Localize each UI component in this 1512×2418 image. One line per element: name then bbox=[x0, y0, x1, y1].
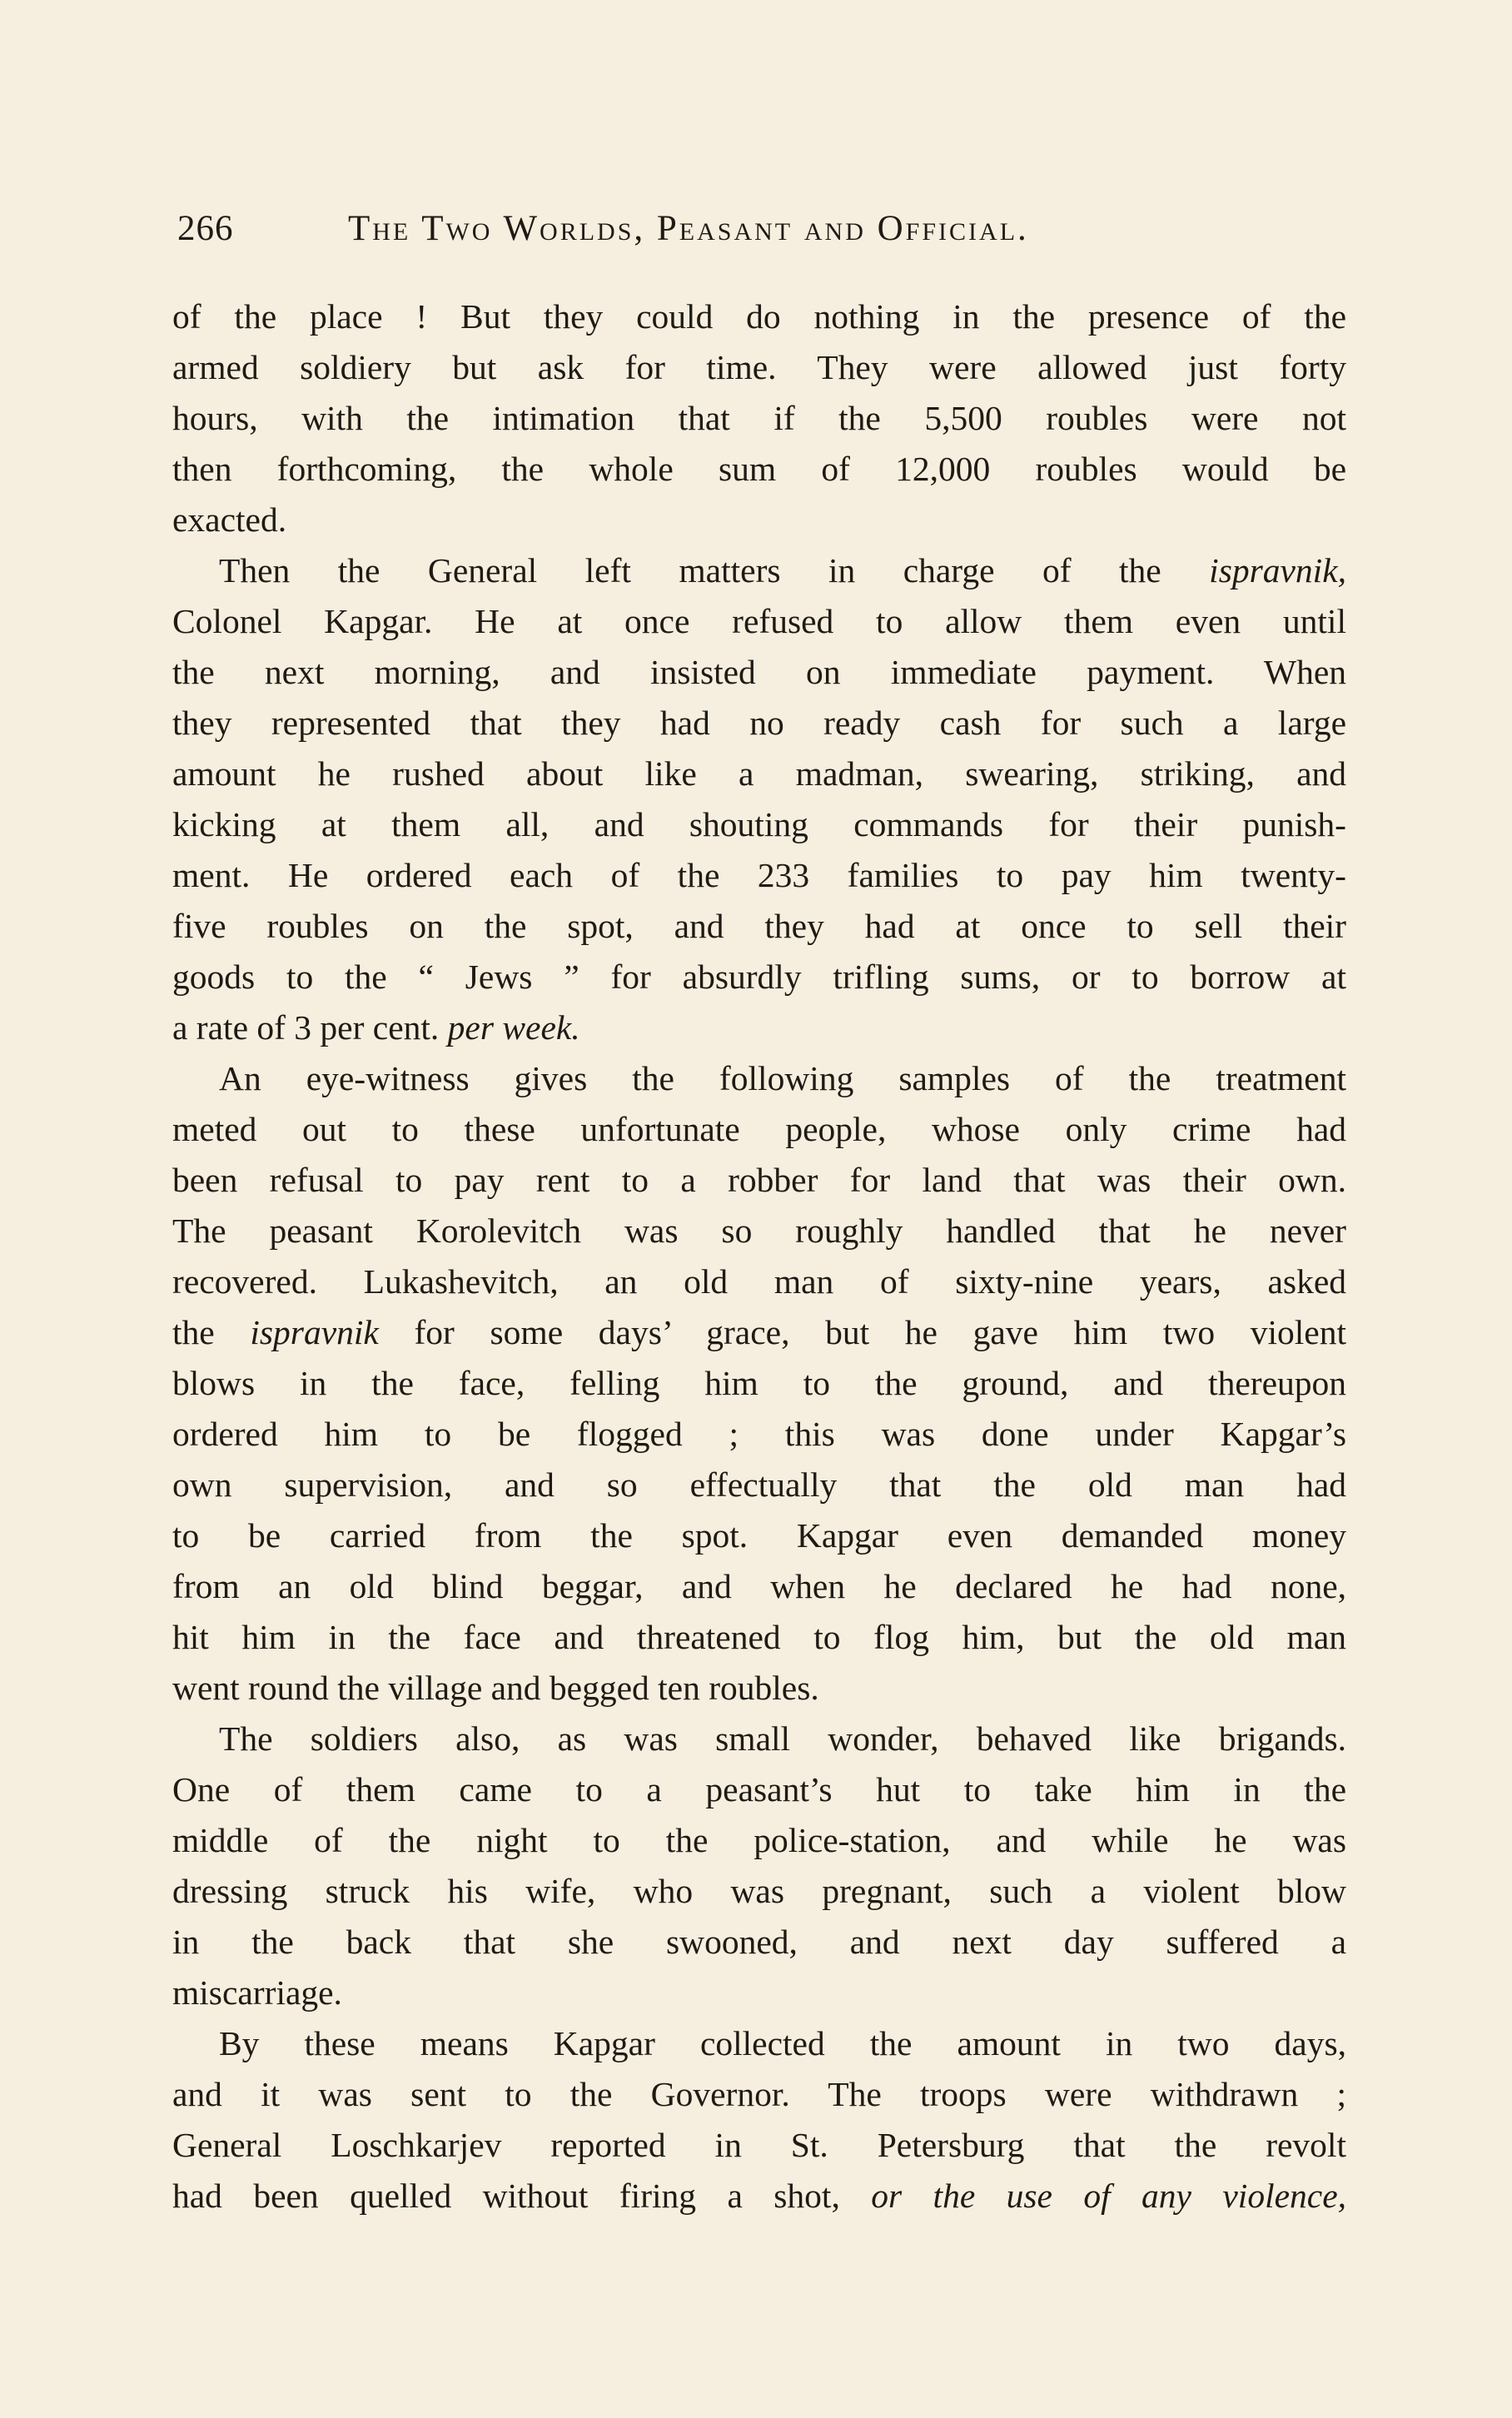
text-line: Colonel Kapgar. He at once refused to allow them even until bbox=[172, 602, 1346, 640]
text-segment: The soldiers also, as was small wonder, behaved like brigands. bbox=[219, 1719, 1346, 1758]
text-line: from an old blind beggar, and when he declared he had none, bbox=[172, 1567, 1346, 1605]
text-segment: Then the General left matters in charge of the bbox=[219, 551, 1210, 590]
text-line: they represented that they had no ready cash for such a large bbox=[172, 704, 1346, 742]
text-line: five roubles on the spot, and they had at once to sell their bbox=[172, 907, 1346, 945]
text-line: amount he rushed about like a madman, swearing, striking, and bbox=[172, 754, 1346, 793]
text-segment: the bbox=[172, 1313, 251, 1351]
text-line: meted out to these unfortunate people, whose only crime had bbox=[172, 1110, 1346, 1148]
paragraph-5 bbox=[172, 2018, 1346, 2221]
text-line: General Loschkarjev reported in St. Petersburg that the revolt bbox=[172, 2126, 1346, 2164]
text-line: ordered him to be flogged ; this was done under Kapgar’s bbox=[172, 1415, 1346, 1453]
text-line: of the place ! But they could do nothing in the presence of the bbox=[172, 297, 1346, 336]
text-line: in the back that she swooned, and next day suffered a bbox=[172, 1923, 1346, 1961]
text-line: blows in the face, felling him to the ground, and thereupon bbox=[172, 1364, 1346, 1402]
text-line bbox=[172, 1714, 1346, 1764]
paragraph-1 bbox=[172, 291, 1346, 545]
text-line: went round the village and begged ten roubles. bbox=[172, 1669, 819, 1707]
paragraph-2 bbox=[172, 545, 1346, 1053]
text-line: recovered. Lukashevitch, an old man of sixty-nine years, asked bbox=[172, 1262, 1346, 1301]
text-line: and it was sent to the Governor. The troops were withdrawn ; bbox=[172, 2075, 1346, 2113]
text-line bbox=[172, 2171, 1346, 2221]
text-line: hit him in the face and threatened to flog him, but the old man bbox=[172, 1618, 1346, 1656]
text-line: dressing struck his wife, who was pregnant, such a violent blow bbox=[172, 1872, 1346, 1910]
text-line: middle of the night to the police-station, and while he was bbox=[172, 1821, 1346, 1859]
body-text bbox=[172, 291, 1346, 2221]
paragraph-4 bbox=[172, 1714, 1346, 2018]
text-line: miscarriage. bbox=[172, 1973, 342, 2012]
paragraph-3 bbox=[172, 1053, 1346, 1714]
text-line bbox=[172, 1307, 1346, 1358]
text-line: own supervision, and so effectually that the old man had bbox=[172, 1465, 1346, 1504]
text-line: exacted. bbox=[172, 500, 287, 539]
text-line bbox=[172, 1003, 1346, 1053]
italic-term: or the use of any violence, bbox=[871, 2177, 1346, 2215]
text-line: been refusal to pay rent to a robber for land that was their own. bbox=[172, 1161, 1346, 1199]
italic-term: per week. bbox=[447, 1008, 580, 1047]
text-line bbox=[172, 545, 1346, 596]
text-line: the next morning, and insisted on immediate payment. When bbox=[172, 653, 1346, 691]
page-number: 266 bbox=[177, 209, 234, 248]
text-line bbox=[172, 1053, 1346, 1104]
text-line: ment. He ordered each of the 233 families to pay him twenty- bbox=[172, 856, 1346, 894]
text-segment: By these means Kapgar collected the amount in two days, bbox=[219, 2024, 1346, 2062]
text-segment: a rate of 3 per cent. bbox=[172, 1008, 448, 1047]
text-line: The peasant Korolevitch was so roughly handled that he never bbox=[172, 1211, 1346, 1250]
text-line: One of them came to a peasant’s hut to take him in the bbox=[172, 1770, 1346, 1809]
text-line: then forthcoming, the whole sum of 12,000 roubles would be bbox=[172, 450, 1346, 488]
text-line bbox=[172, 2018, 1346, 2069]
text-line: to be carried from the spot. Kapgar even demanded money bbox=[172, 1516, 1346, 1555]
text-segment: had been quelled without firing a shot, bbox=[172, 2177, 872, 2215]
text-segment: for some days’ grace, but he gave him two violent bbox=[378, 1313, 1346, 1351]
text-line: hours, with the intimation that if the 5,500 roubles were not bbox=[172, 399, 1346, 437]
italic-term: ispravnik, bbox=[1209, 551, 1346, 590]
italic-term: ispravnik bbox=[250, 1313, 379, 1351]
page-header bbox=[167, 208, 1349, 266]
text-line: goods to the “ Jews ” for absurdly trifling sums, or to borrow at bbox=[172, 958, 1346, 996]
text-line: kicking at them all, and shouting commands for their punish- bbox=[172, 805, 1346, 843]
text-segment: An eye-witness gives the following samples of the treatment bbox=[219, 1059, 1346, 1097]
text-line: armed soldiery but ask for time. They were allowed just forty bbox=[172, 348, 1346, 386]
running-title: The Two Worlds, Peasant and Official. bbox=[348, 209, 1029, 248]
